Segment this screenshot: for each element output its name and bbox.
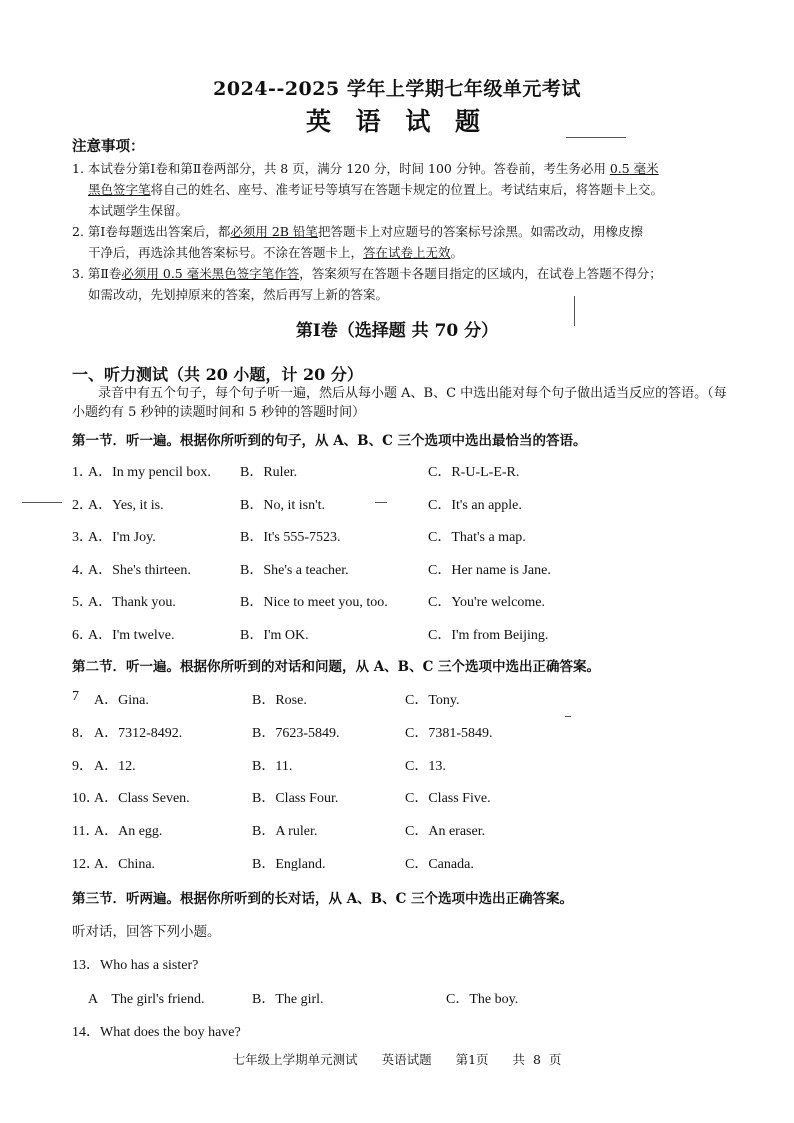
option-a[interactable]: A．In my pencil box. [88, 465, 211, 480]
scan-mark [566, 137, 626, 138]
option-a[interactable]: A．She's thirteen. [88, 562, 191, 578]
option-b[interactable]: B．Rose. [252, 693, 307, 708]
section-title: 第Ⅰ卷（选择题 共 70 分） [295, 321, 499, 341]
question-row [72, 559, 752, 579]
question-row [72, 624, 752, 644]
question-row [72, 494, 752, 514]
notice-text: 本试题学生保留。 [88, 203, 189, 218]
question-number: 10． [72, 791, 100, 807]
option-c[interactable]: C．That's a map. [428, 530, 526, 546]
notice-underline: 必须用 0.5 毫米黑色签字笔作答 [121, 266, 300, 281]
option-b[interactable]: B．I'm OK. [240, 628, 309, 643]
part-heading: 一、听力测试（共 20 小题，计 20 分） [72, 365, 363, 384]
notice-text: 干净后，再选涂其他答案标号。不涂在答题卡上， [88, 245, 364, 260]
option-a[interactable]: A．Class Seven. [94, 791, 190, 807]
notice-item-1 [72, 158, 732, 221]
question-row [72, 461, 752, 481]
option-b[interactable]: B．She's a teacher. [240, 562, 349, 578]
option-c[interactable]: C．Her name is Jane. [428, 562, 551, 578]
question-row [72, 526, 752, 546]
scan-mark [22, 502, 62, 503]
scan-mark [565, 716, 571, 717]
notice-underline: 答在试卷上无效 [363, 245, 451, 260]
listening-intro: 录音中有五个句子，每个句子听一遍，然后从每小题 A、B、C 中选出能对每个句子做出适当反应的答语。（每小题约有 5 秒钟的读题时间和 5 秒钟的答题时间） [72, 386, 727, 420]
option-c[interactable]: C．R-U-L-E-R. [428, 465, 520, 480]
option-c[interactable]: C．Class Five. [405, 791, 491, 807]
question-row [72, 755, 752, 775]
subject-title: 英 语 试 题 [305, 107, 489, 136]
option-b[interactable]: B．Class Four. [252, 791, 339, 807]
notice-underline: 0.5 毫米 [609, 161, 659, 176]
notice-item-2 [72, 221, 732, 263]
option-b[interactable]: B．The girl. [252, 992, 324, 1007]
option-a[interactable]: A．An egg. [94, 824, 163, 840]
notice-text: 把答题卡上对应题号的答案标号涂黑。如需改动，用橡皮擦 [317, 224, 643, 239]
question-stem: 14．What does the boy have? [72, 1025, 241, 1040]
subsection-3-heading: 第三节．听两遍。根据你所听到的长对话，从 A、B、C 三个选项中选出正确答案。 [72, 891, 574, 907]
question-number: 1． [72, 465, 93, 480]
option-b[interactable]: B．Ruler. [240, 465, 298, 480]
question-number: 9． [72, 758, 93, 774]
notice-text: 如需改动，先划掉原来的答案，然后再写上新的答案。 [88, 287, 389, 302]
subsection-2-heading: 第二节．听一遍。根据你所听到的对话和问题，从 A、B、C 三个选项中选出正确答案。 [72, 659, 601, 675]
option-b[interactable]: B．It's 555-7523. [240, 530, 341, 546]
question-stem: 13．Who has a sister? [72, 958, 199, 973]
question-row [72, 853, 752, 873]
option-b[interactable]: B．A ruler. [252, 824, 318, 840]
question-13-stem [72, 954, 752, 974]
notice-text: 将自己的姓名、座号、准考证号等填写在答题卡规定的位置上。考试结束后，将答题卡上交。 [150, 182, 664, 197]
question-number: 6． [72, 628, 93, 643]
option-a[interactable]: A．Thank you. [88, 595, 176, 611]
notice-text: 2. 第Ⅰ卷每题选出答案后，都 [72, 224, 231, 239]
option-b[interactable]: B．England. [252, 857, 326, 872]
footer-subject: 英语试题 [381, 1052, 432, 1067]
question-13-options [72, 988, 752, 1008]
option-a[interactable]: A．I'm twelve. [88, 628, 175, 643]
notice-underline: 必须用 2B 铅笔 [230, 224, 318, 239]
option-c[interactable]: C．13. [405, 758, 446, 774]
question-14-stem [72, 1021, 752, 1041]
notice-item-3 [72, 263, 732, 305]
option-c[interactable]: C．It's an apple. [428, 497, 522, 513]
option-b[interactable]: B．7623-5849. [252, 725, 340, 741]
option-b[interactable]: B．Nice to meet you, too. [240, 595, 388, 611]
option-c[interactable]: C．I'm from Beijing. [428, 628, 549, 643]
footer-exam-name: 七年级上学期单元测试 [232, 1052, 358, 1067]
option-a[interactable]: A．China. [94, 857, 156, 872]
option-a[interactable]: A．12. [94, 758, 136, 774]
scan-mark [574, 296, 575, 326]
notice-heading: 注意事项： [72, 138, 145, 155]
option-a[interactable]: A．I'm Joy. [88, 530, 156, 546]
question-row [72, 787, 752, 807]
exam-title: 2024--2025 学年上学期七年级单元考试 [213, 78, 581, 100]
question-number: 11． [72, 824, 100, 840]
notice-underline: 黑色签字笔 [88, 182, 151, 197]
option-c[interactable]: C．Canada. [405, 857, 474, 872]
question-row [72, 689, 752, 709]
notice-text: 3. 第Ⅱ卷 [72, 266, 122, 281]
notice-text: ，答案须写在答题卡各题目指定的区域内，在试卷上答题不得分； [299, 266, 662, 281]
footer-page-number: 第1页 [455, 1052, 489, 1067]
option-c[interactable]: C．An eraser. [405, 824, 486, 840]
question-row [72, 591, 752, 611]
question-number: 3． [72, 530, 93, 546]
question-row [72, 820, 752, 840]
page-footer [0, 1050, 794, 1068]
notice-text: 1. 本试卷分第Ⅰ卷和第Ⅱ卷两部分，共 8 页，满分 120 分，时间 100 分钟。答卷前，考生务必用 [72, 161, 610, 176]
question-number: 5． [72, 595, 93, 611]
question-number: 4． [72, 562, 93, 578]
option-c[interactable]: C．7381-5849. [405, 725, 493, 741]
option-c[interactable]: C．You're welcome. [428, 595, 545, 611]
option-b[interactable]: B．11. [252, 758, 293, 774]
question-number: 8． [72, 725, 93, 741]
question-number: 2． [72, 497, 93, 513]
listen-prompt: 听对话，回答下列小题。 [72, 924, 221, 940]
option-a[interactable]: A．Yes, it is. [88, 497, 164, 513]
question-number: 7 [72, 689, 79, 704]
option-b[interactable]: B．No, it isn't. [240, 497, 325, 513]
scan-mark [375, 502, 387, 503]
question-number: 12． [72, 857, 100, 872]
option-c[interactable]: C．The boy. [446, 992, 519, 1007]
option-a[interactable]: A．7312-8492. [94, 725, 183, 741]
option-c[interactable]: C．Tony. [405, 693, 460, 708]
subsection-1-heading: 第一节．听一遍。根据你所听到的句子，从 A、B、C 三个选项中选出最恰当的答语。 [72, 433, 587, 449]
option-a[interactable]: A The girl's friend. [88, 992, 205, 1007]
option-a[interactable]: A．Gina. [94, 693, 149, 708]
question-row [72, 722, 752, 742]
notice-text: 。 [450, 245, 464, 260]
footer-total-pages: 共 8 页 [512, 1052, 562, 1067]
